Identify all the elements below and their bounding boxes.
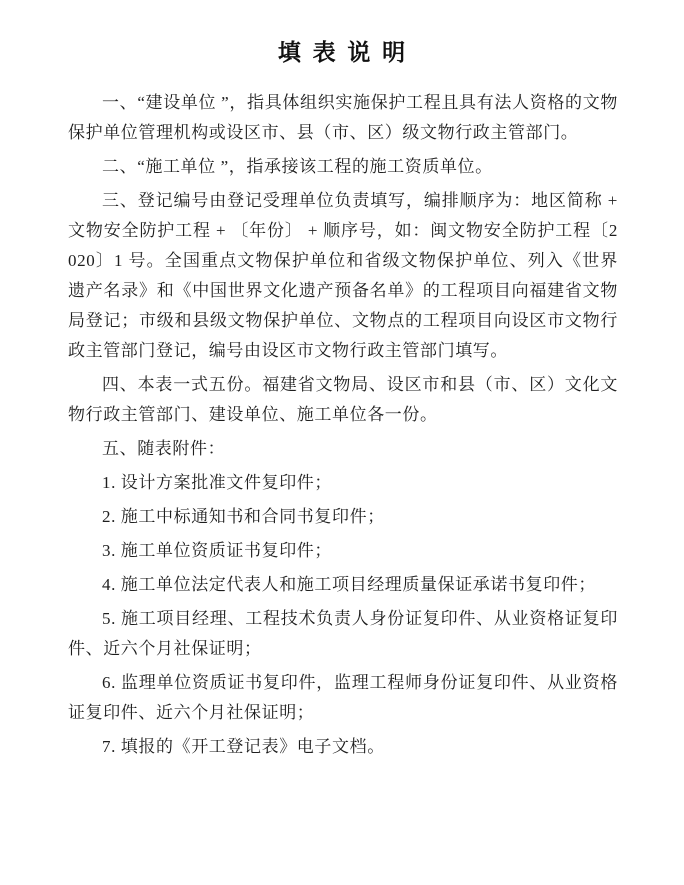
attachment-item-2: 2. 施工中标通知书和合同书复印件；	[102, 507, 385, 526]
attachment-item-5: 5. 施工项目经理、工程技术负责人身份证复印件、从业资格证复印件、近六个月社保证明；	[68, 609, 618, 658]
paragraph-registration-number: 三、登记编号由登记受理单位负责填写，编排顺序为：地区简称 + 文物安全防护工程 + 〔年份〕 + 顺序号，如：闽文物安全防护工程〔2020〕1 号。全国重点文物保护单位和省级文物保护单位、列入《世界遗产名录》和《中国世界文化遗产预备名单》的工程项目向福建省文物局登记；市级和县级文物保护单位、文物点的工程项目向设区市文物行政主管部门登记，编号由设区市文物行政主管部门填写。	[68, 191, 618, 360]
attachment-item-7: 7. 填报的《开工登记表》电子文档。	[102, 737, 385, 756]
attachment-item-3: 3. 施工单位资质证书复印件；	[102, 541, 332, 560]
attachment-item-6: 6. 监理单位资质证书复印件，监理工程师身份证复印件、从业资格证复印件、近六个月社保证明；	[68, 673, 618, 722]
paragraph-definition-construction-unit: 一、“建设单位 ”，指具体组织实施保护工程且具有法人资格的文物保护单位管理机构或设区市、县（市、区）级文物行政主管部门。	[68, 93, 618, 142]
attachment-item-1: 1. 设计方案批准文件复印件；	[102, 473, 332, 492]
paragraph-attachments-heading: 五、随表附件：	[102, 439, 226, 458]
paragraph-copies: 四、本表一式五份。福建省文物局、设区市和县（市、区）文化文物行政主管部门、建设单位、施工单位各一份。	[68, 375, 618, 424]
document-title: 填 表 说 明	[277, 40, 409, 65]
attachment-item-4: 4. 施工单位法定代表人和施工项目经理质量保证承诺书复印件；	[102, 575, 596, 594]
paragraph-definition-work-unit: 二、“施工单位 ”，指承接该工程的施工资质单位。	[102, 157, 493, 176]
